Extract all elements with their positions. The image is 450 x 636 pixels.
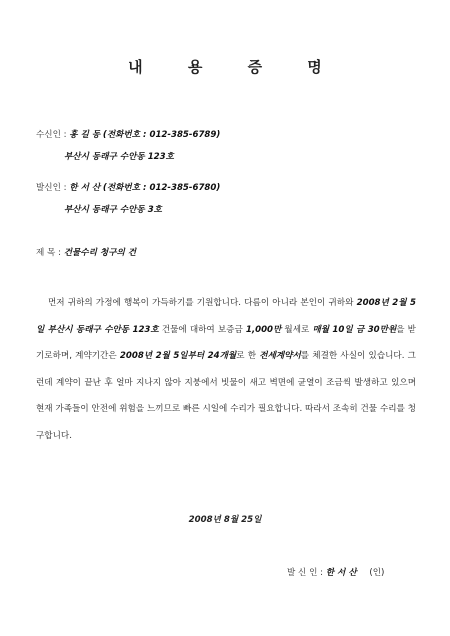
body-hand-5: 전세계약서 (259, 351, 301, 361)
recipient-line (36, 128, 220, 140)
signature-line (287, 566, 384, 578)
body-paragraph (36, 290, 416, 449)
body-text-5: 로 한 (236, 351, 260, 361)
sender-address: 부산시 동래구 수안동 3호 (64, 205, 162, 215)
recipient-address-line (64, 150, 174, 162)
body-text-2: 건물에 대하여 보증금 (158, 324, 246, 335)
body-text-1: 먼저 귀하의 가정에 행복이 가득하기를 기원합니다. 다름이 아니라 본인이 귀하와 (48, 298, 357, 308)
body-hand-3: 매월 10일 금 30만원 (312, 324, 397, 335)
recipient-label: 수신인 : (36, 130, 67, 140)
subject-label: 제 목 : (36, 248, 61, 258)
sender-phone: (전화번호 : 012-385-6780) (102, 183, 221, 193)
subject-line (36, 246, 136, 258)
signature-seal: (인) (369, 568, 385, 578)
body-text-4: 을 받기로하며, 계약기간은 (36, 324, 416, 361)
signature-label: 발 신 인 : (287, 568, 323, 578)
recipient-address: 부산시 동래구 수안동 123호 (64, 152, 174, 162)
sender-line (36, 181, 220, 193)
body-hand-4: 2008년 2월 5일부터 24개월 (119, 351, 237, 361)
body-text-6: 를 체결한 사실이 있습니다. 그런데 계약이 끝난 후 얼마 지나지 않아 지붕에서 빗물이 새고 벽면에 균열이 조금씩 발생하고 있으며 현재 가족들이 안전에 위험을 느끼므로 빠른 시일에 수리가 필요합니다. 따라서 조속히 건물 수리를 청구합니다. (36, 351, 416, 441)
body-text-3: 월세로 (281, 324, 313, 335)
document-date: 2008년 8월 25일 (188, 515, 262, 525)
recipient-phone: (전화번호 : 012-385-6789) (102, 130, 221, 140)
subject-text: 건물수리 청구의 건 (63, 248, 137, 258)
body-hand-2: 1,000만 (245, 324, 282, 335)
sender-label: 발신인 : (36, 183, 67, 193)
sender-address-line (64, 203, 162, 215)
signature-name: 한 서 산 (325, 568, 357, 578)
recipient-name: 홍 길 동 (69, 130, 101, 140)
document-title: 내 용 증 명 (128, 58, 342, 76)
body-hand-1: 2008년 2월 5일 부산시 동래구 수안동 123호 (36, 298, 416, 335)
sender-name: 한 서 산 (69, 183, 101, 193)
